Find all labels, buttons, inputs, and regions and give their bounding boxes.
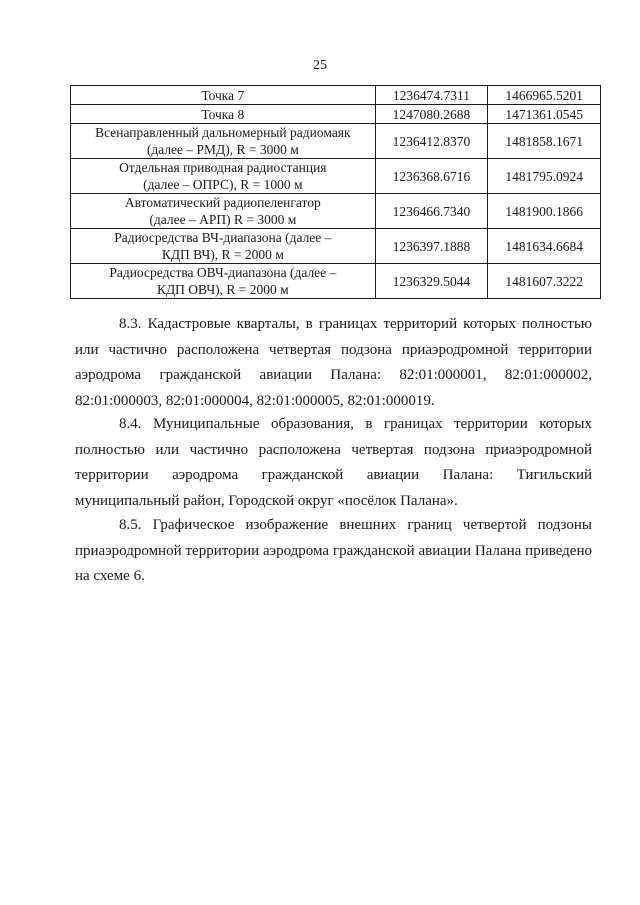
page-number: 25 bbox=[313, 58, 327, 73]
coordinate-x: 1247080.2688 bbox=[375, 105, 488, 124]
coordinate-x: 1236474.7311 bbox=[375, 86, 488, 105]
point-name-line: Отдельная приводная радиостанция bbox=[119, 160, 327, 175]
coordinates-table bbox=[70, 85, 601, 299]
coordinate-y: 1481607.3222 bbox=[488, 264, 601, 299]
coordinate-x: 1236329.5044 bbox=[375, 264, 488, 299]
table-row bbox=[71, 124, 601, 159]
point-name-line: (далее – ОПРС), R = 1000 м bbox=[143, 177, 303, 192]
point-name bbox=[71, 159, 376, 194]
table-row bbox=[71, 264, 601, 299]
paragraph-8-3: 8.3. Кадастровые кварталы, в границах территорий которых полностью или частично расположена четвертая подзона приаэродромной территории аэродрома гражданской авиации Палана: 82:01:000001, 82:01:000002, 82:01:000003, 82:01:000004, 82:01:000005, 82:01:000019. bbox=[75, 316, 592, 409]
coordinate-x: 1236397.1888 bbox=[375, 229, 488, 264]
coordinate-x: 1236412.8370 bbox=[375, 124, 488, 159]
coordinate-y: 1481900.1866 bbox=[488, 194, 601, 229]
coordinate-x: 1236466.7340 bbox=[375, 194, 488, 229]
point-name: Точка 7 bbox=[71, 86, 376, 105]
coordinate-y: 1481634.6684 bbox=[488, 229, 601, 264]
table-row bbox=[71, 159, 601, 194]
point-name-line: Автоматический радиопеленгатор bbox=[124, 195, 321, 210]
point-name bbox=[71, 124, 376, 159]
coordinate-x: 1236368.6716 bbox=[375, 159, 488, 194]
paragraph-8-5: 8.5. Графическое изображение внешних границ четвертой подзоны приаэродромной территории аэродрома гражданской авиации Палана приведено на схеме 6. bbox=[75, 517, 592, 584]
table-row bbox=[71, 229, 601, 264]
table-row bbox=[71, 105, 601, 124]
point-name-line: (далее – РМД), R = 3000 м bbox=[146, 142, 299, 157]
coordinate-y: 1466965.5201 bbox=[488, 86, 601, 105]
point-name-line: КДП ВЧ), R = 2000 м bbox=[161, 247, 284, 262]
point-name: Точка 8 bbox=[71, 105, 376, 124]
point-name-line: (далее – АРП) R = 3000 м bbox=[149, 212, 297, 227]
coordinate-y: 1471361.0545 bbox=[488, 105, 601, 124]
point-name-line: Радиосредства ОВЧ-диапазона (далее – bbox=[109, 265, 337, 280]
point-name-line: КДП ОВЧ), R = 2000 м bbox=[156, 282, 289, 297]
table-row bbox=[71, 194, 601, 229]
point-name-line: Радиосредства ВЧ-диапазона (далее – bbox=[114, 230, 332, 245]
point-name bbox=[71, 194, 376, 229]
coordinate-y: 1481858.1671 bbox=[488, 124, 601, 159]
point-name bbox=[71, 264, 376, 299]
coordinate-y: 1481795.0924 bbox=[488, 159, 601, 194]
point-name-line: Всенаправленный дальномерный радиомаяк bbox=[95, 125, 351, 140]
table-row bbox=[71, 86, 601, 105]
point-name bbox=[71, 229, 376, 264]
paragraph-8-4: 8.4. Муниципальные образования, в границах территории которых полностью или частично расположена четвертая подзона приаэродромной территории аэродрома гражданской авиации Палана: Тигильский муниципальный район, Городской округ «посёлок Палана». bbox=[75, 416, 592, 509]
